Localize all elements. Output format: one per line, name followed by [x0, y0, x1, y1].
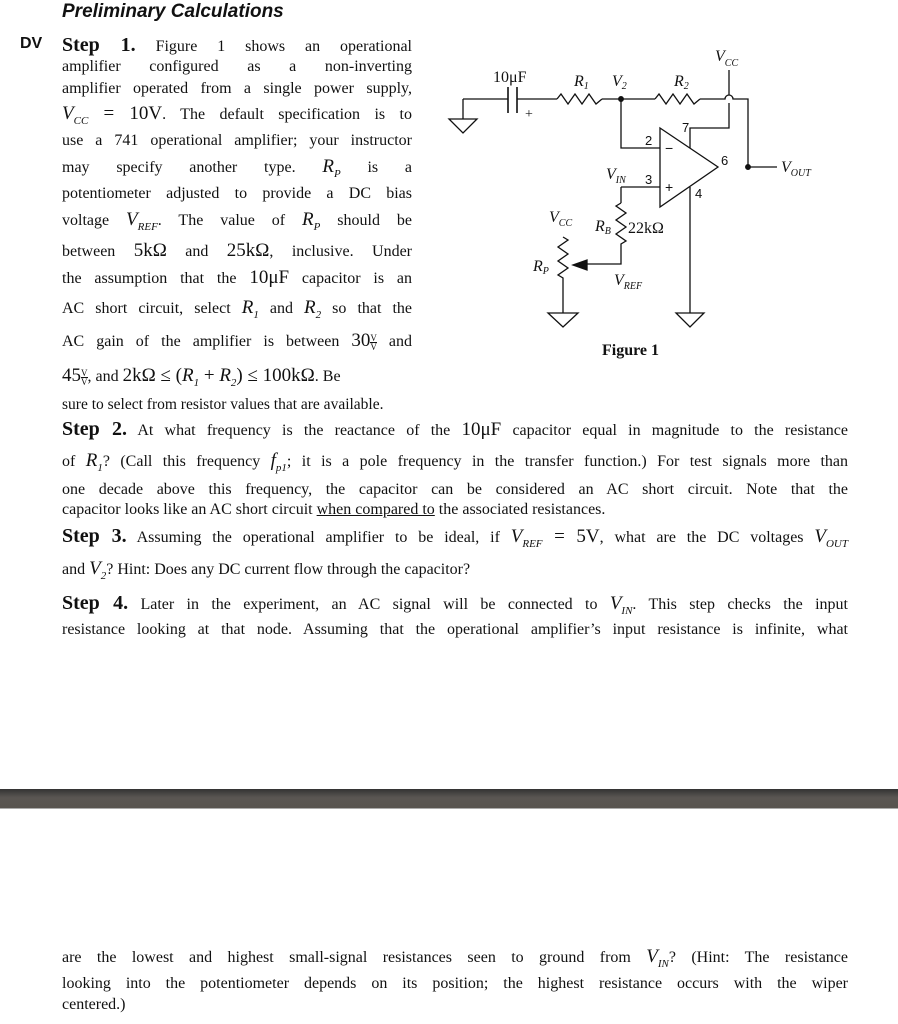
vcc-top-label: $V_{CC}$ — [715, 48, 739, 69]
capacitor-symbol — [508, 87, 517, 113]
fraction: $\frac{V}{V}$ — [370, 332, 377, 352]
text-run: the assumption that the — [62, 270, 250, 287]
text-run: may specify another type. — [62, 159, 323, 176]
text-run: Assuming the operational amplifier to be ideal, if — [126, 529, 511, 546]
noninverting-sign: + — [665, 179, 674, 195]
r1-label: R1 — [574, 73, 589, 92]
text-run: , inclusive. Under — [269, 243, 413, 260]
inverting-sign: − — [665, 140, 674, 156]
math-run: + — [199, 365, 220, 386]
text-run: amplifier configured as a non-inverting — [62, 58, 412, 75]
math-run: $R_P$ — [322, 156, 341, 180]
figure-1-circuit — [0, 0, 898, 400]
text-run: Later in the experiment, an AC signal will be connected to — [128, 596, 610, 613]
vcc-pot-label: $V_{CC}$ — [549, 209, 573, 229]
text-line — [62, 418, 848, 440]
math-run: 10μF — [249, 267, 290, 288]
step-label: Step 4. — [62, 592, 129, 614]
cap-plus: + — [525, 107, 533, 122]
text-run: and — [258, 300, 305, 317]
dv-marker: DV — [20, 35, 43, 52]
text-run: capacitor is an — [289, 270, 412, 287]
text-run: use a 741 operational amplifier; your instructor — [62, 132, 412, 149]
fraction: $\frac{V}{V}$ — [81, 367, 88, 387]
potentiometer-rp — [558, 237, 568, 313]
cap-label: 10μF — [493, 69, 527, 86]
text-line — [62, 450, 848, 472]
text-run: AC gain of the amplifier is between — [62, 333, 352, 350]
text-run: . The value of — [157, 212, 303, 229]
math-run: $V_{REF}$ — [126, 209, 158, 233]
math-run: 10μF — [461, 419, 502, 440]
text-run: of — [62, 453, 86, 470]
ground-symbol-pot — [548, 313, 578, 327]
step-label: Step 1. — [62, 34, 136, 56]
node-output — [746, 165, 751, 170]
text-run: should be — [320, 212, 413, 229]
text-run: At what frequency is the reactance of the — [127, 422, 462, 439]
text-line — [62, 479, 848, 501]
text-line — [62, 994, 848, 1016]
math-run: ) ≤ 100kΩ — [236, 365, 315, 386]
step-label: Step 3. — [62, 525, 127, 547]
math-run: $V_{IN}$ — [609, 593, 633, 617]
text-run: , and — [87, 368, 123, 385]
pin-4: 4 — [695, 186, 703, 201]
vref-label: $V_{REF}$ — [614, 272, 643, 292]
math-run: $R_2$ — [219, 365, 237, 389]
text-run: capacitor equal in magnitude to the resistance — [501, 422, 848, 439]
text-run: so that the — [321, 300, 413, 317]
text-run: , what are the DC voltages — [599, 529, 815, 546]
text-run: resistance looking at that node. Assuming that the operational amplifier’s input resistance is infinite, what — [62, 621, 848, 638]
text-run: is a — [340, 159, 412, 176]
ground-symbol-left — [449, 99, 477, 133]
text-run: ; it is a pole frequency in the transfer function.) For test signals more than — [286, 453, 849, 470]
text-run: ? (Hint: The resistance — [668, 949, 849, 966]
math-run: $V_{IN}$ — [646, 946, 669, 970]
text-run: are the lowest and highest small-signal resistances seen to ground from — [62, 949, 647, 966]
text-run: looking into the potentiometer depends on its position; the highest resistance occurs with the wiper — [62, 975, 848, 992]
math-run: = 5V — [542, 526, 600, 547]
rb-label: RB — [595, 218, 611, 237]
math-run: $f_{p1}$ — [270, 450, 287, 474]
text-run: AC short circuit, select — [62, 300, 242, 317]
text-run: one decade above this frequency, the capacitor can be considered an AC short circuit. Note that the — [62, 481, 848, 498]
text-run: . The default specification is to — [162, 106, 412, 123]
math-run: $V_{OUT}$ — [814, 526, 848, 550]
text-run: . This step checks the input — [632, 596, 848, 613]
math-run: 30 — [351, 330, 371, 351]
page-break-bar — [0, 789, 898, 809]
text-run: and — [166, 243, 227, 260]
wire-pin2 — [621, 99, 660, 148]
math-run: 45 — [62, 365, 81, 386]
math-run: $V_{CC}$ — [62, 103, 89, 127]
text-line — [62, 619, 848, 641]
rb-value: 22kΩ — [628, 220, 664, 237]
math-run: $R_1$ — [241, 297, 259, 321]
text-run: potentiometer adjusted to provide a DC bias — [62, 185, 412, 202]
math-run: 2kΩ ≤ ( — [122, 365, 182, 386]
math-run: $R_P$ — [302, 209, 321, 233]
text-run: ? Hint: Does any DC current flow through the capacitor? — [106, 561, 471, 578]
math-run: 5kΩ — [133, 240, 167, 261]
math-run: 25kΩ — [226, 240, 270, 261]
v2-label: V2 — [612, 73, 627, 92]
math-run: $V_2$ — [89, 558, 107, 582]
math-run: = 10V — [88, 103, 163, 124]
text-run: and — [376, 333, 412, 350]
wire-pin3 — [621, 187, 660, 203]
text-run: between — [62, 243, 134, 260]
rp-label: RP — [533, 258, 549, 277]
text-line — [62, 525, 848, 550]
math-run: when compared to — [316, 501, 435, 518]
text-run: and — [62, 561, 90, 578]
resistor-r2 — [655, 94, 700, 104]
pin-6: 6 — [721, 153, 729, 168]
wire — [700, 95, 777, 167]
text-line — [62, 946, 848, 968]
r2-label: R2 — [674, 73, 689, 92]
math-run: $V_{REF}$ — [510, 526, 543, 550]
math-run: $R_2$ — [304, 297, 322, 321]
wiper-arrow — [573, 260, 587, 270]
text-run: Figure 1 shows an operational — [135, 38, 412, 55]
pin-2: 2 — [645, 133, 653, 148]
pin-7: 7 — [682, 120, 690, 135]
text-line — [62, 499, 848, 521]
text-run: capacitor looks like an AC short circuit — [62, 501, 317, 518]
math-run: $R_1$ — [181, 365, 200, 389]
text-line — [62, 592, 848, 617]
text-run: voltage — [62, 212, 127, 229]
text-line — [62, 558, 848, 580]
text-run: amplifier operated from a single power supply, — [62, 80, 412, 97]
resistor-r1 — [557, 94, 602, 104]
text-run: centered.) — [62, 996, 126, 1013]
ground-symbol-opamp — [676, 313, 704, 327]
pin-3: 3 — [645, 172, 653, 187]
text-run: sure to select from resistor values that are available. — [62, 396, 384, 413]
math-run: $R_1$ — [85, 450, 103, 474]
wire-vcc — [690, 70, 729, 148]
vout-label: $V_{OUT}$ — [781, 159, 811, 179]
figure-caption: Figure 1 — [602, 342, 660, 359]
text-run: the associated resistances. — [434, 501, 606, 518]
step-label: Step 2. — [62, 418, 127, 440]
vin-label: $V_{IN}$ — [606, 166, 626, 186]
text-line — [62, 973, 848, 995]
text-run: ? (Call this frequency — [102, 453, 271, 470]
section-heading: Preliminary Calculations — [62, 1, 284, 22]
text-run: . Be — [314, 368, 341, 385]
